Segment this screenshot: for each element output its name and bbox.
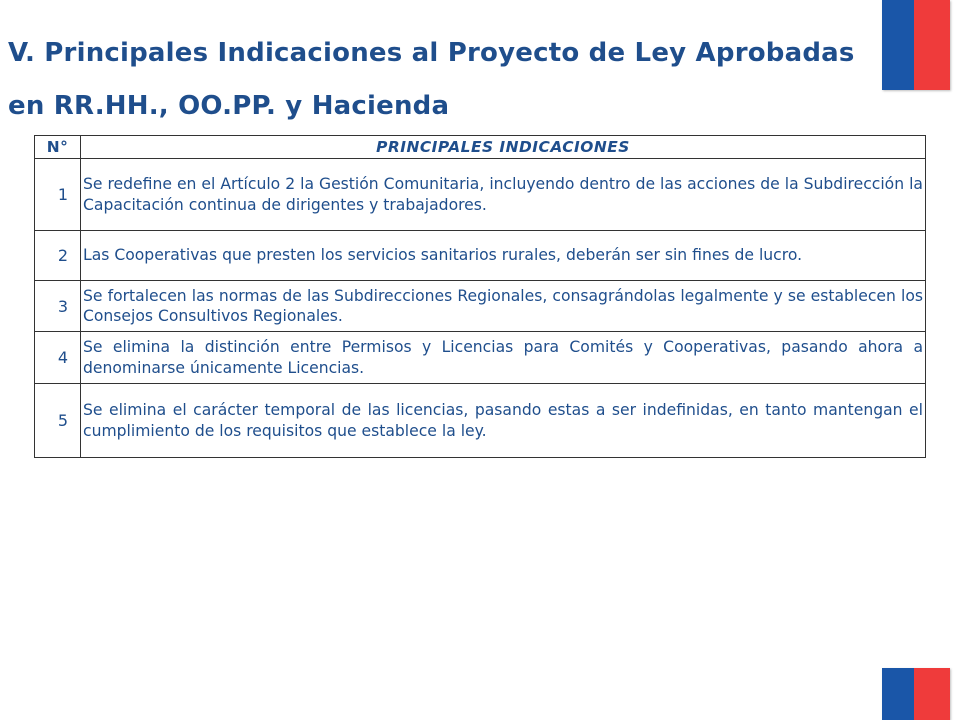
chile-flag-top-decoration [882,0,950,90]
row-indication-text: Se fortalecen las normas de las Subdirecciones Regionales, consagrándolas legalmente y se establecen los Consejos Consultivos Regionales. [81,281,926,332]
flag-red-stripe [914,668,950,720]
row-number: 1 [35,159,81,231]
chile-flag-bottom-decoration [882,668,950,720]
flag-blue-stripe [882,668,914,720]
slide-title: V. Principales Indicaciones al Proyecto de Ley Aprobadas en RR.HH., OO.PP. y Hacienda [8,38,855,121]
row-number: 4 [35,332,81,384]
table-row [35,384,926,458]
table-row [35,281,926,332]
row-number: 5 [35,384,81,458]
row-indication-text: Se redefine en el Artículo 2 la Gestión Comunitaria, incluyendo dentro de las acciones de la Subdirección la Capacitación continua de dirigentes y trabajadores. [81,159,926,231]
number-column-header: N° [35,136,81,159]
table-header-row [35,136,926,159]
flag-red-stripe [914,0,950,90]
indications-table [34,135,926,458]
flag-blue-stripe [882,0,914,90]
row-indication-text: Las Cooperativas que presten los servicios sanitarios rurales, deberán ser sin fines de lucro. [81,231,926,281]
indications-column-header: PRINCIPALES INDICACIONES [81,136,926,159]
row-number: 2 [35,231,81,281]
table-row [35,231,926,281]
row-number: 3 [35,281,81,332]
table-row [35,159,926,231]
table-row [35,332,926,384]
row-indication-text: Se elimina el carácter temporal de las licencias, pasando estas a ser indefinidas, en tanto mantengan el cumplimiento de los requisitos que establece la ley. [81,384,926,458]
row-indication-text: Se elimina la distinción entre Permisos y Licencias para Comités y Cooperativas, pasando ahora a denominarse únicamente Licencias. [81,332,926,384]
